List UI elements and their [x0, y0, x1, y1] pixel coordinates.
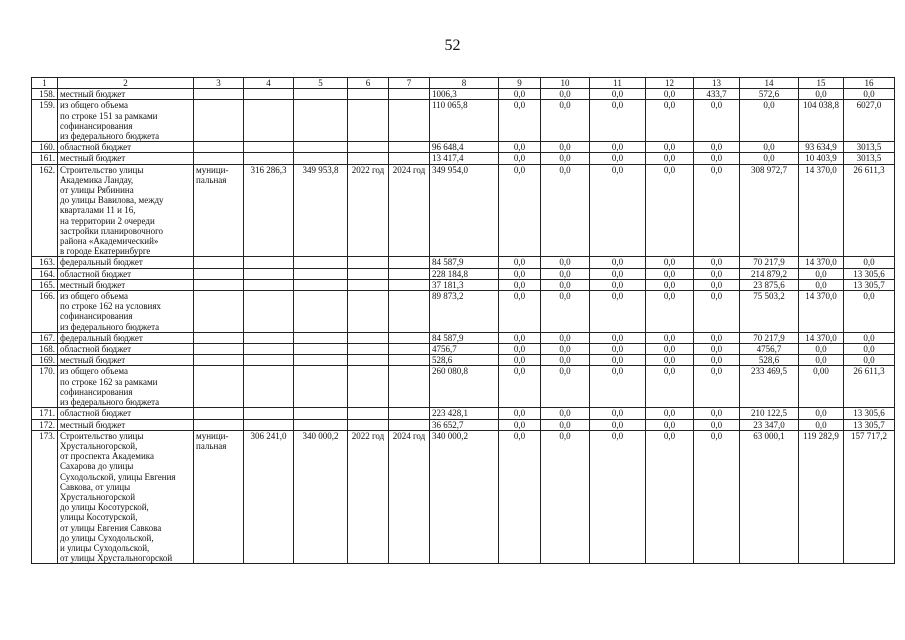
table-cell	[294, 279, 348, 290]
table-cell	[348, 153, 389, 164]
table-cell: 14 370,0	[799, 332, 844, 343]
table-cell: 0,0	[844, 89, 895, 100]
table-cell: 104 038,8	[799, 100, 844, 142]
table-cell: 0,0	[541, 268, 590, 279]
table-cell: 2024 год	[389, 164, 430, 257]
table-cell: 0,0	[499, 366, 541, 408]
budget-table	[31, 77, 895, 564]
table-cell	[244, 142, 294, 153]
table-cell: 0,0	[590, 355, 646, 366]
table-cell: 6027,0	[844, 100, 895, 142]
table-cell	[389, 279, 430, 290]
table-row	[32, 419, 895, 430]
column-header: 4	[244, 78, 294, 89]
table-cell	[389, 89, 430, 100]
table-cell: 0,0	[694, 100, 740, 142]
table-cell: 0,0	[590, 366, 646, 408]
table-cell	[389, 419, 430, 430]
table-cell: 0,0	[646, 355, 694, 366]
table-row	[32, 344, 895, 355]
table-cell: 223 428,1	[430, 408, 499, 419]
table-cell	[294, 291, 348, 333]
table-row	[32, 100, 895, 142]
table-cell	[348, 355, 389, 366]
table-cell: 0,0	[694, 430, 740, 564]
table-cell	[194, 332, 244, 343]
table-cell	[389, 344, 430, 355]
table-cell: 13 305,7	[844, 279, 895, 290]
table-cell: 0,0	[499, 355, 541, 366]
table-cell: 0,0	[590, 89, 646, 100]
table-cell	[244, 408, 294, 419]
table-cell: 70 217,9	[740, 332, 799, 343]
table-cell: 316 286,3	[244, 164, 294, 257]
table-cell: 0,0	[844, 332, 895, 343]
table-cell: 0,0	[799, 89, 844, 100]
table-cell: 26 611,3	[844, 366, 895, 408]
table-cell: 0,0	[694, 408, 740, 419]
column-header: 16	[844, 78, 895, 89]
table-cell: 0,0	[499, 164, 541, 257]
table-cell: 23 875,6	[740, 279, 799, 290]
table-cell: 0,0	[499, 332, 541, 343]
table-cell	[348, 89, 389, 100]
table-cell: 2022 год	[348, 164, 389, 257]
table-cell: 0,0	[844, 355, 895, 366]
table-cell: 165.	[32, 279, 58, 290]
table-row	[32, 332, 895, 343]
table-cell	[294, 257, 348, 268]
table-cell: 228 184,8	[430, 268, 499, 279]
table-cell: 0,0	[590, 153, 646, 164]
table-cell: 13 417,4	[430, 153, 499, 164]
table-cell: 0,0	[844, 257, 895, 268]
table-cell	[194, 419, 244, 430]
table-cell	[194, 408, 244, 419]
table-cell: Строительство улицы Академика Ландау, от улицы Рябинина до улицы Вавилова, между кварталами 11 и 16, на территории 2 очереди застройки планировочного района «Академический» в городе Екатеринбурге	[58, 164, 194, 257]
table-cell: 0,0	[694, 332, 740, 343]
column-header: 15	[799, 78, 844, 89]
table-row	[32, 366, 895, 408]
table-cell: 0,0	[541, 408, 590, 419]
table-cell: 528,6	[430, 355, 499, 366]
table-cell	[244, 153, 294, 164]
table-cell: 0,0	[646, 142, 694, 153]
table-cell: 166.	[32, 291, 58, 333]
page-number: 52	[444, 37, 461, 54]
table-cell: 0,0	[646, 408, 694, 419]
column-header: 8	[430, 78, 499, 89]
table-cell: 0,00	[799, 366, 844, 408]
table-cell	[348, 142, 389, 153]
table-cell: 0,0	[799, 344, 844, 355]
table-cell: Строительство улицы Хрустальногорской, от проспекта Академика Сахарова до улицы Суходольской, улицы Евгения Савкова, от улицы Хрустальногорской до улицы Косотурской, улицы Косотурской, от улицы Евгения Савкова до улицы Суходольской, и улицы Суходольской, от улицы Хрустальногорской	[58, 430, 194, 564]
table-cell: 0,0	[541, 164, 590, 257]
table-cell	[244, 419, 294, 430]
table-cell: 0,0	[646, 430, 694, 564]
table-cell	[389, 153, 430, 164]
table-cell: 0,0	[541, 366, 590, 408]
table-cell: 0,0	[694, 355, 740, 366]
table-cell: 70 217,9	[740, 257, 799, 268]
table-cell: 119 282,9	[799, 430, 844, 564]
table-cell: 173.	[32, 430, 58, 564]
table-cell: 162.	[32, 164, 58, 257]
table-cell: 210 122,5	[740, 408, 799, 419]
table-cell: 0,0	[541, 344, 590, 355]
column-header: 11	[590, 78, 646, 89]
table-cell	[294, 332, 348, 343]
table-cell	[294, 408, 348, 419]
table-cell: 0,0	[844, 291, 895, 333]
table-cell: 0,0	[740, 153, 799, 164]
table-cell: 0,0	[799, 408, 844, 419]
table-cell: 84 587,9	[430, 332, 499, 343]
table-row	[32, 430, 895, 564]
column-header: 2	[58, 78, 194, 89]
table-cell: 0,0	[694, 142, 740, 153]
table-cell: 0,0	[541, 153, 590, 164]
table-cell: 13 305,6	[844, 268, 895, 279]
table-cell: 0,0	[590, 142, 646, 153]
table-cell: 63 000,1	[740, 430, 799, 564]
table-cell	[244, 344, 294, 355]
table-cell	[244, 366, 294, 408]
table-cell: 0,0	[694, 153, 740, 164]
table-cell: 0,0	[499, 268, 541, 279]
table-cell: 0,0	[590, 344, 646, 355]
table-row	[32, 142, 895, 153]
table-cell: 0,0	[694, 257, 740, 268]
table-cell	[389, 142, 430, 153]
table-cell: 0,0	[541, 355, 590, 366]
table-cell	[348, 332, 389, 343]
table-cell: 93 634,9	[799, 142, 844, 153]
table-cell	[389, 268, 430, 279]
table-cell	[389, 332, 430, 343]
table-cell	[244, 100, 294, 142]
table-cell: 0,0	[541, 100, 590, 142]
column-header: 5	[294, 78, 348, 89]
table-cell: 0,0	[499, 142, 541, 153]
header-row	[32, 78, 895, 89]
table-cell: 349 953,8	[294, 164, 348, 257]
table-cell	[194, 89, 244, 100]
table-cell	[389, 355, 430, 366]
table-cell: 0,0	[646, 291, 694, 333]
table-cell: 23 347,0	[740, 419, 799, 430]
table-cell: 14 370,0	[799, 257, 844, 268]
table-cell	[389, 291, 430, 333]
table-cell: 0,0	[646, 268, 694, 279]
table-cell: местный бюджет	[58, 89, 194, 100]
table-cell: 0,0	[799, 268, 844, 279]
table-cell: 3013,5	[844, 153, 895, 164]
table-cell: 89 873,2	[430, 291, 499, 333]
table-cell	[194, 100, 244, 142]
table-cell: 171.	[32, 408, 58, 419]
table-cell: 0,0	[541, 291, 590, 333]
table-cell	[294, 142, 348, 153]
table-cell	[348, 419, 389, 430]
table-cell: 4756,7	[740, 344, 799, 355]
table-cell: 306 241,0	[244, 430, 294, 564]
table-cell: 167.	[32, 332, 58, 343]
table-cell: 2022 год	[348, 430, 389, 564]
table-cell: 0,0	[541, 142, 590, 153]
table-cell	[194, 291, 244, 333]
table-cell: 0,0	[799, 279, 844, 290]
table-cell: 37 181,3	[430, 279, 499, 290]
table-cell: федеральный бюджет	[58, 332, 194, 343]
table-cell	[194, 344, 244, 355]
table-cell: 0,0	[799, 355, 844, 366]
table-cell: 13 305,6	[844, 408, 895, 419]
table-cell: 349 954,0	[430, 164, 499, 257]
table-cell: 0,0	[694, 268, 740, 279]
table-cell: 13 305,7	[844, 419, 895, 430]
table-cell: 0,0	[694, 291, 740, 333]
table-cell: 10 403,9	[799, 153, 844, 164]
table-cell: областной бюджет	[58, 408, 194, 419]
table-cell	[389, 100, 430, 142]
table-cell: областной бюджет	[58, 344, 194, 355]
table-cell: 170.	[32, 366, 58, 408]
table-row	[32, 89, 895, 100]
table-body	[32, 78, 895, 564]
table-cell: 159.	[32, 100, 58, 142]
table-cell: 0,0	[590, 257, 646, 268]
table-cell: 0,0	[590, 419, 646, 430]
table-cell: 164.	[32, 268, 58, 279]
table-cell: 340 000,2	[294, 430, 348, 564]
table-row	[32, 257, 895, 268]
column-header: 12	[646, 78, 694, 89]
table-cell: 172.	[32, 419, 58, 430]
table-cell: федеральный бюджет	[58, 257, 194, 268]
table-cell: 0,0	[646, 153, 694, 164]
table-cell: 160.	[32, 142, 58, 153]
table-cell	[389, 257, 430, 268]
table-row	[32, 355, 895, 366]
table-row	[32, 268, 895, 279]
table-row	[32, 153, 895, 164]
table-cell: 4756,7	[430, 344, 499, 355]
table-cell	[348, 100, 389, 142]
table-cell: 84 587,9	[430, 257, 499, 268]
table-cell	[294, 268, 348, 279]
column-header: 1	[32, 78, 58, 89]
table-cell: 169.	[32, 355, 58, 366]
table-cell: 0,0	[740, 100, 799, 142]
table-row	[32, 164, 895, 257]
table-cell: 75 503,2	[740, 291, 799, 333]
table-cell: 0,0	[694, 366, 740, 408]
column-header: 3	[194, 78, 244, 89]
table-cell: 0,0	[499, 419, 541, 430]
table-cell: 158.	[32, 89, 58, 100]
table-cell: 0,0	[541, 89, 590, 100]
table-cell: местный бюджет	[58, 279, 194, 290]
table-cell: 0,0	[541, 257, 590, 268]
table-cell: областной бюджет	[58, 268, 194, 279]
table-cell: 3013,5	[844, 142, 895, 153]
table-row	[32, 279, 895, 290]
table-cell: 0,0	[499, 100, 541, 142]
table-cell: 0,0	[646, 366, 694, 408]
table-cell: 0,0	[844, 344, 895, 355]
table-cell	[348, 291, 389, 333]
table-cell	[244, 257, 294, 268]
table-cell: 260 080,8	[430, 366, 499, 408]
table-cell: 0,0	[590, 100, 646, 142]
table-cell	[194, 279, 244, 290]
table-cell: областной бюджет	[58, 142, 194, 153]
column-header: 13	[694, 78, 740, 89]
table-cell: 0,0	[541, 430, 590, 564]
table-cell: 26 611,3	[844, 164, 895, 257]
table-cell	[294, 344, 348, 355]
table-cell	[194, 153, 244, 164]
table-cell: 0,0	[740, 142, 799, 153]
table-cell: 0,0	[499, 430, 541, 564]
table-cell: 0,0	[590, 408, 646, 419]
table-cell	[294, 89, 348, 100]
table-cell: 14 370,0	[799, 291, 844, 333]
table-cell: 0,0	[590, 430, 646, 564]
table-cell: 0,0	[541, 332, 590, 343]
table-cell: 0,0	[590, 279, 646, 290]
table-cell: 110 065,8	[430, 100, 499, 142]
column-header: 10	[541, 78, 590, 89]
table-cell: 0,0	[646, 332, 694, 343]
table-cell	[244, 279, 294, 290]
table-cell	[194, 268, 244, 279]
column-header: 7	[389, 78, 430, 89]
table-row	[32, 291, 895, 333]
table-cell: 168.	[32, 344, 58, 355]
table-cell: 0,0	[541, 279, 590, 290]
table-cell: 433,7	[694, 89, 740, 100]
table-cell: 0,0	[499, 291, 541, 333]
table-cell: 0,0	[499, 344, 541, 355]
table-cell: муници- пальная	[194, 164, 244, 257]
table-cell: 308 972,7	[740, 164, 799, 257]
table-cell	[294, 153, 348, 164]
table-cell: 0,0	[499, 257, 541, 268]
table-cell: из общего объема по строке 151 за рамками софинансирования из федерального бюджета	[58, 100, 194, 142]
table-cell	[244, 89, 294, 100]
table-row	[32, 408, 895, 419]
table-cell: 157 717,2	[844, 430, 895, 564]
table-cell: 0,0	[646, 344, 694, 355]
table-cell: 0,0	[694, 164, 740, 257]
table-cell: 0,0	[499, 279, 541, 290]
table-cell: 0,0	[799, 419, 844, 430]
table-cell: 14 370,0	[799, 164, 844, 257]
table-cell: 340 000,2	[430, 430, 499, 564]
table-cell: 0,0	[694, 279, 740, 290]
table-cell	[244, 291, 294, 333]
table-cell	[348, 257, 389, 268]
table-cell	[294, 100, 348, 142]
table-cell	[348, 344, 389, 355]
column-header: 9	[499, 78, 541, 89]
table-cell: 2024 год	[389, 430, 430, 564]
column-header: 14	[740, 78, 799, 89]
table-cell	[244, 268, 294, 279]
table-cell	[194, 366, 244, 408]
table-cell	[348, 279, 389, 290]
table-cell: местный бюджет	[58, 355, 194, 366]
table-cell	[244, 332, 294, 343]
table-cell	[348, 408, 389, 419]
table-cell: 233 469,5	[740, 366, 799, 408]
table-cell: из общего объема по строке 162 за рамками софинансирования из федерального бюджета	[58, 366, 194, 408]
table-cell	[194, 355, 244, 366]
table-cell	[389, 366, 430, 408]
table-cell: 572,6	[740, 89, 799, 100]
table-cell: 214 879,2	[740, 268, 799, 279]
table-cell: 0,0	[646, 164, 694, 257]
table-cell: 0,0	[646, 279, 694, 290]
table-cell: 0,0	[499, 89, 541, 100]
table-cell	[294, 366, 348, 408]
table-cell	[294, 419, 348, 430]
table-cell: 161.	[32, 153, 58, 164]
table-cell	[294, 355, 348, 366]
table-cell: 0,0	[646, 89, 694, 100]
table-cell: 0,0	[694, 419, 740, 430]
table-cell: 528,6	[740, 355, 799, 366]
table-cell: 0,0	[590, 291, 646, 333]
table-cell: 0,0	[499, 408, 541, 419]
table-cell: из общего объема по строке 162 на условиях софинансирования из федерального бюджета	[58, 291, 194, 333]
table-cell: 36 652,7	[430, 419, 499, 430]
column-header: 6	[348, 78, 389, 89]
table-cell	[348, 268, 389, 279]
table-cell	[244, 355, 294, 366]
table-cell: 1006,3	[430, 89, 499, 100]
table-cell	[389, 408, 430, 419]
table-cell: местный бюджет	[58, 419, 194, 430]
table-cell: 0,0	[590, 268, 646, 279]
table-cell: 0,0	[541, 419, 590, 430]
table-cell: 0,0	[590, 332, 646, 343]
table-cell	[348, 366, 389, 408]
table-cell: 0,0	[590, 164, 646, 257]
table-cell: 0,0	[499, 153, 541, 164]
table-cell: 163.	[32, 257, 58, 268]
table-cell: 0,0	[646, 100, 694, 142]
table-cell: 0,0	[694, 344, 740, 355]
table-cell: 0,0	[646, 419, 694, 430]
table-cell	[194, 257, 244, 268]
table-cell: муници- пальная	[194, 430, 244, 564]
table-cell	[194, 142, 244, 153]
table-cell: местный бюджет	[58, 153, 194, 164]
table-cell: 96 648,4	[430, 142, 499, 153]
table-cell: 0,0	[646, 257, 694, 268]
